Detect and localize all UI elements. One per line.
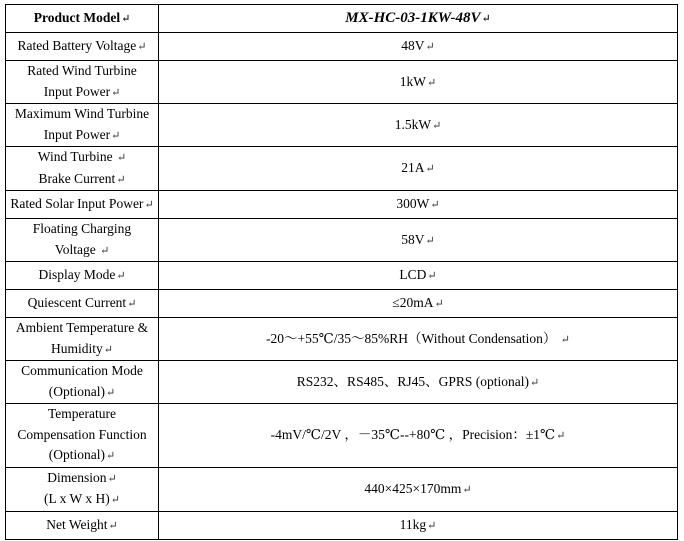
table-row xyxy=(6,219,678,262)
label-cell xyxy=(6,219,159,262)
return-mark: ↵ xyxy=(425,163,435,175)
return-mark: ↵ xyxy=(127,298,137,310)
return-mark: ↵ xyxy=(106,386,116,399)
return-mark: ↵ xyxy=(432,119,442,132)
return-mark: ↵ xyxy=(106,450,116,462)
row-label-line: (Optional) xyxy=(48,447,106,462)
label-cell xyxy=(6,33,159,61)
return-mark: ↵ xyxy=(116,270,126,282)
label-cell xyxy=(6,104,159,147)
return-mark: ↵ xyxy=(144,199,154,211)
label-cell xyxy=(6,290,159,318)
row-value: 58V xyxy=(401,231,425,247)
table-row xyxy=(6,404,678,468)
return-mark: ↵ xyxy=(556,429,566,442)
row-value: RS232、RS485、RJ45、GPRS (optional) xyxy=(296,373,529,389)
row-label-line: Dimension xyxy=(47,469,107,485)
row-value: 1.5kW xyxy=(394,116,432,132)
spec-table xyxy=(5,4,678,540)
header-value-cell xyxy=(159,5,678,33)
value-cell xyxy=(159,361,678,404)
label-cell xyxy=(6,147,159,191)
value-cell xyxy=(159,219,678,262)
row-value: 11kg xyxy=(399,516,427,532)
row-label: Display Mode xyxy=(38,267,116,282)
row-label-line: (L x W x H) xyxy=(44,491,110,506)
table-row xyxy=(6,104,678,147)
value-cell xyxy=(159,404,678,468)
return-mark: ↵ xyxy=(137,41,147,53)
row-value: 48V xyxy=(401,38,425,53)
return-mark: ↵ xyxy=(100,244,110,257)
row-value: -20～+55℃/35～85%RH（Without Condensation） xyxy=(266,330,557,346)
header-value: MX-HC-03-1KW-48V xyxy=(345,9,481,26)
row-label-line: Wind Turbine xyxy=(37,149,113,164)
table-row xyxy=(6,290,678,318)
table-row xyxy=(6,191,678,219)
row-value: ≤20mA xyxy=(392,295,434,310)
label-cell xyxy=(6,361,159,404)
return-mark: ↵ xyxy=(111,86,121,99)
row-value: -4mV/℃/2V ，－35℃--+80℃ ，Precision：±1℃ xyxy=(270,426,556,442)
row-label-line: Compensation Function xyxy=(17,426,147,442)
return-mark: ↵ xyxy=(434,298,444,310)
row-label-line: Voltage xyxy=(54,241,96,257)
label-cell xyxy=(6,467,159,511)
row-value: 21A xyxy=(401,160,425,175)
row-label-line: Maximum Wind Turbine xyxy=(14,106,150,121)
row-value: 300W xyxy=(396,196,430,211)
return-mark: ↵ xyxy=(116,173,126,186)
value-cell xyxy=(159,511,678,539)
row-label-line: Humidity xyxy=(51,340,103,356)
return-mark: ↵ xyxy=(462,483,472,496)
value-cell xyxy=(159,467,678,511)
row-label: Rated Solar Input Power xyxy=(10,196,144,211)
label-cell xyxy=(6,191,159,219)
table-row xyxy=(6,33,678,61)
return-mark: ↵ xyxy=(107,472,117,485)
value-cell xyxy=(159,318,678,361)
value-cell xyxy=(159,33,678,61)
row-label-line: Temperature xyxy=(47,406,116,421)
table-row xyxy=(6,467,678,511)
return-mark: ↵ xyxy=(103,343,113,356)
row-label-line: Input Power xyxy=(43,83,111,99)
label-cell xyxy=(6,404,159,468)
value-cell xyxy=(159,262,678,290)
row-label-line: Ambient Temperature & xyxy=(15,320,149,335)
return-mark: ↵ xyxy=(427,76,437,89)
table-row xyxy=(6,262,678,290)
row-value: 440×425×170mm xyxy=(364,480,462,496)
table-row xyxy=(6,147,678,191)
return-mark: ↵ xyxy=(529,376,540,389)
return-mark: ↵ xyxy=(430,199,440,211)
return-mark: ↵ xyxy=(560,333,570,346)
table-row xyxy=(6,318,678,361)
return-mark: ↵ xyxy=(425,41,435,53)
return-mark: ↵ xyxy=(427,270,437,282)
header-label-cell xyxy=(6,5,159,33)
table-row xyxy=(6,361,678,404)
label-cell xyxy=(6,318,159,361)
row-label-line: Communication Mode xyxy=(21,363,143,378)
row-label: Quiescent Current xyxy=(27,295,127,310)
label-cell xyxy=(6,61,159,104)
row-label-line: Input Power xyxy=(43,126,111,142)
return-mark: ↵ xyxy=(108,519,118,532)
value-cell xyxy=(159,61,678,104)
row-label-line: Brake Current xyxy=(38,170,116,186)
row-label: Rated Battery Voltage xyxy=(17,38,137,53)
label-cell xyxy=(6,511,159,539)
value-cell xyxy=(159,104,678,147)
row-label-line: (Optional) xyxy=(48,383,106,399)
row-label-line: Rated Wind Turbine xyxy=(27,63,137,78)
return-mark: ↵ xyxy=(110,494,120,506)
table-row xyxy=(6,511,678,539)
label-cell xyxy=(6,262,159,290)
table-row xyxy=(6,61,678,104)
value-cell xyxy=(159,191,678,219)
return-mark: ↵ xyxy=(481,12,491,25)
row-label: Net Weight xyxy=(46,516,108,532)
return-mark: ↵ xyxy=(111,129,121,142)
return-mark: ↵ xyxy=(121,13,131,25)
return-mark: ↵ xyxy=(427,519,437,532)
value-cell xyxy=(159,147,678,191)
row-value: LCD xyxy=(399,267,427,282)
value-cell xyxy=(159,290,678,318)
return-mark: ↵ xyxy=(425,234,435,247)
header-row xyxy=(6,5,678,33)
header-label: Product Model xyxy=(33,10,121,25)
row-label-line: Floating Charging xyxy=(32,221,132,236)
row-value: 1kW xyxy=(399,73,427,89)
return-mark: ↵ xyxy=(117,152,127,164)
